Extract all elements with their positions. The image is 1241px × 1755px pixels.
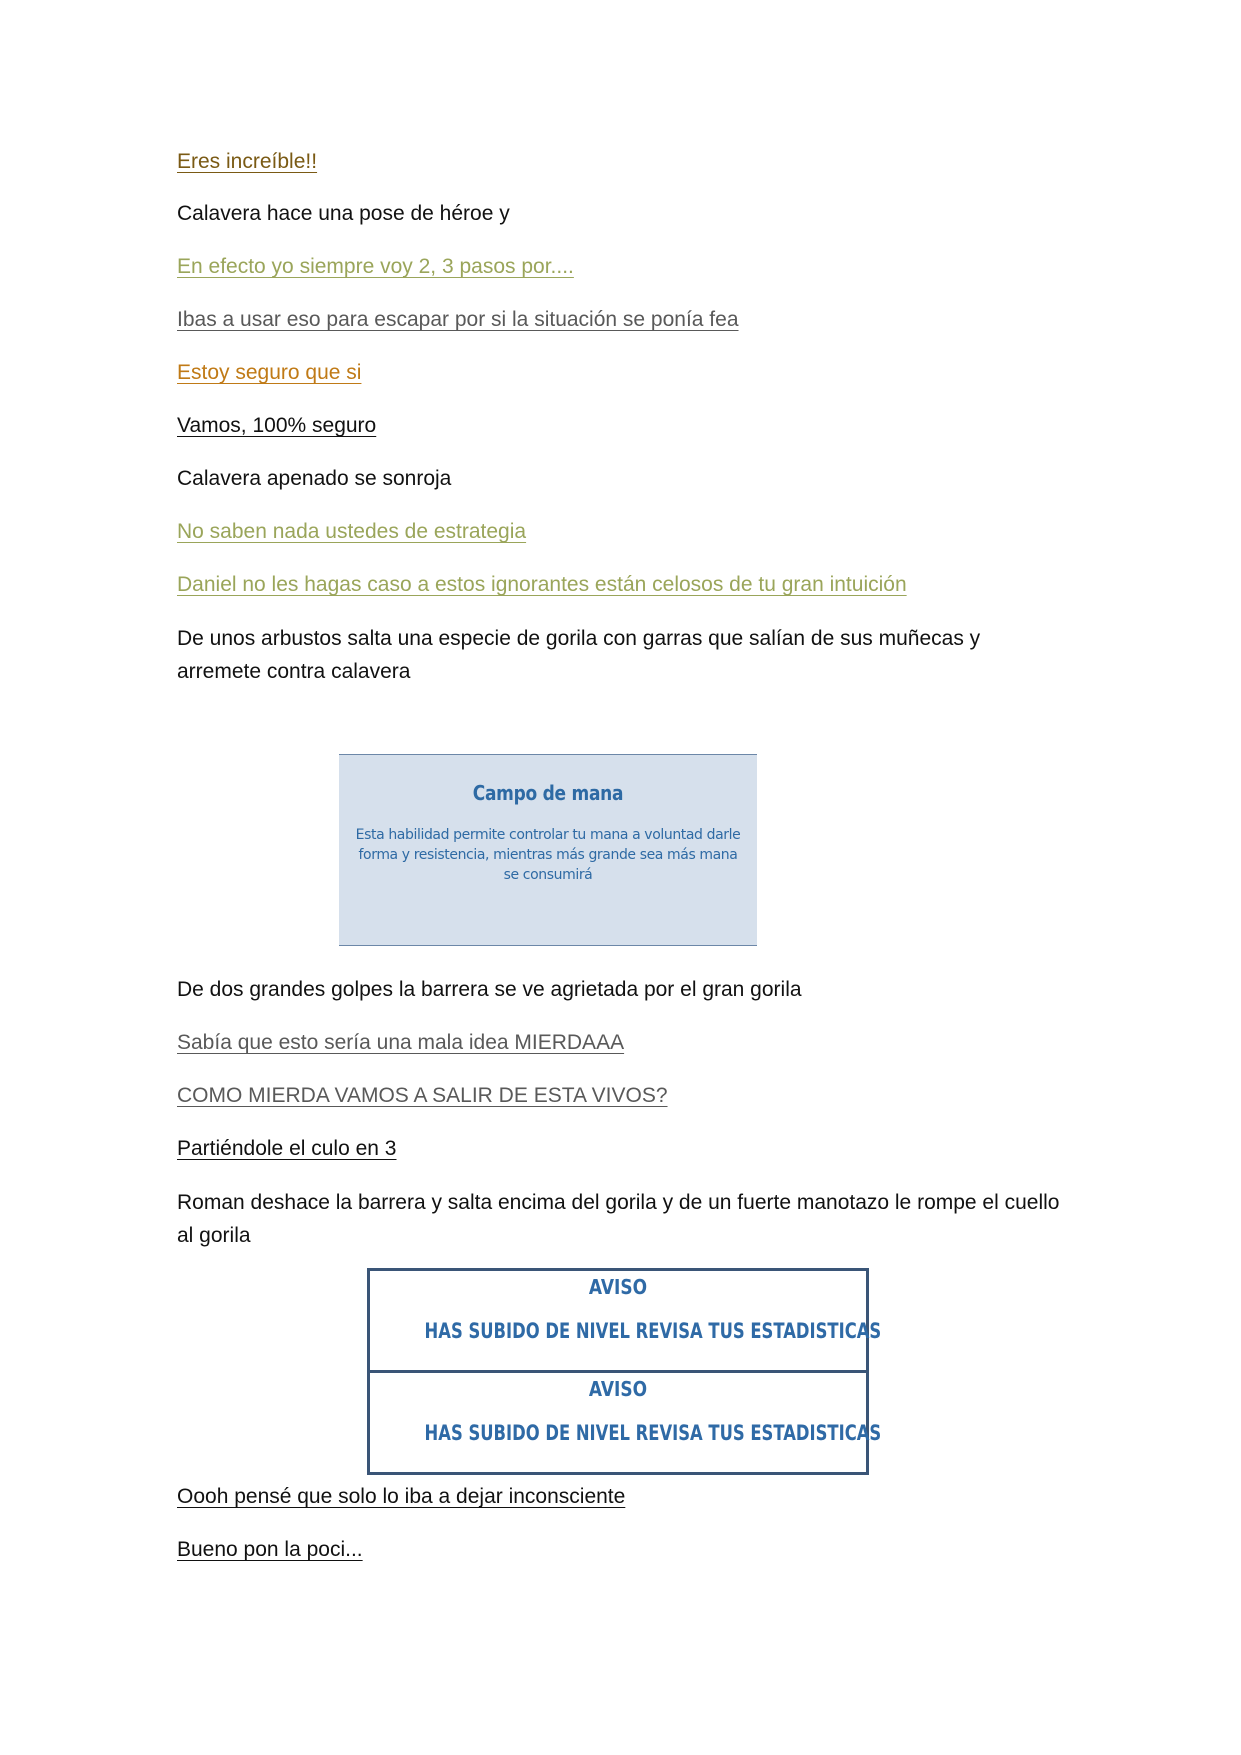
notice-message: HAS SUBIDO DE NIVEL REVISA TUS ESTADISTICAS bbox=[424, 1319, 882, 1343]
level-up-notice bbox=[367, 1370, 882, 1475]
notice-message: HAS SUBIDO DE NIVEL REVISA TUS ESTADISTICAS bbox=[424, 1421, 882, 1445]
skill-info-box bbox=[339, 754, 757, 946]
dialogue-line: COMO MIERDA VAMOS A SALIR DE ESTA VIVOS? bbox=[177, 1084, 668, 1107]
dialogue-line: Vamos, 100% seguro bbox=[177, 414, 377, 437]
dialogue-line: Daniel no les hagas caso a estos ignorantes están celosos de tu gran intuición bbox=[177, 573, 907, 596]
dialogue-line: Oooh pensé que solo lo iba a dejar inconsciente bbox=[177, 1485, 626, 1508]
narration-line: Calavera apenado se sonroja bbox=[177, 467, 452, 490]
narration-paragraph: De unos arbustos salta una especie de gorila con garras que salían de sus muñecas y arremete contra calavera bbox=[177, 627, 981, 683]
narration-paragraph: Roman deshace la barrera y salta encima del gorila y de un fuerte manotazo le rompe el cuello al gorila bbox=[177, 1191, 1060, 1247]
narration-line: De dos grandes golpes la barrera se ve agrietada por el gran gorila bbox=[177, 978, 802, 1001]
dialogue-line: Estoy seguro que si bbox=[177, 361, 362, 384]
dialogue-line: No saben nada ustedes de estrategia bbox=[177, 520, 527, 543]
skill-description: Esta habilidad permite controlar tu mana a voluntad darle forma y resistencia, mientras más grande sea más mana se consumirá bbox=[355, 827, 741, 883]
level-up-notice bbox=[367, 1268, 882, 1373]
dialogue-line: Ibas a usar eso para escapar por si la situación se ponía fea bbox=[177, 308, 739, 331]
skill-title: Campo de mana bbox=[472, 781, 624, 805]
dialogue-line: Bueno pon la poci... bbox=[177, 1538, 363, 1561]
notice-title: AVISO bbox=[588, 1275, 648, 1299]
dialogue-line: En efecto yo siempre voy 2, 3 pasos por.... bbox=[177, 255, 574, 278]
dialogue-line: Partiéndole el culo en 3 bbox=[177, 1137, 397, 1160]
dialogue-line: Sabía que esto sería una mala idea MIERDAAA bbox=[177, 1031, 625, 1054]
dialogue-line: Eres increíble!! bbox=[177, 150, 318, 173]
notice-title: AVISO bbox=[588, 1377, 648, 1401]
narration-line: Calavera hace una pose de héroe y bbox=[177, 202, 510, 225]
